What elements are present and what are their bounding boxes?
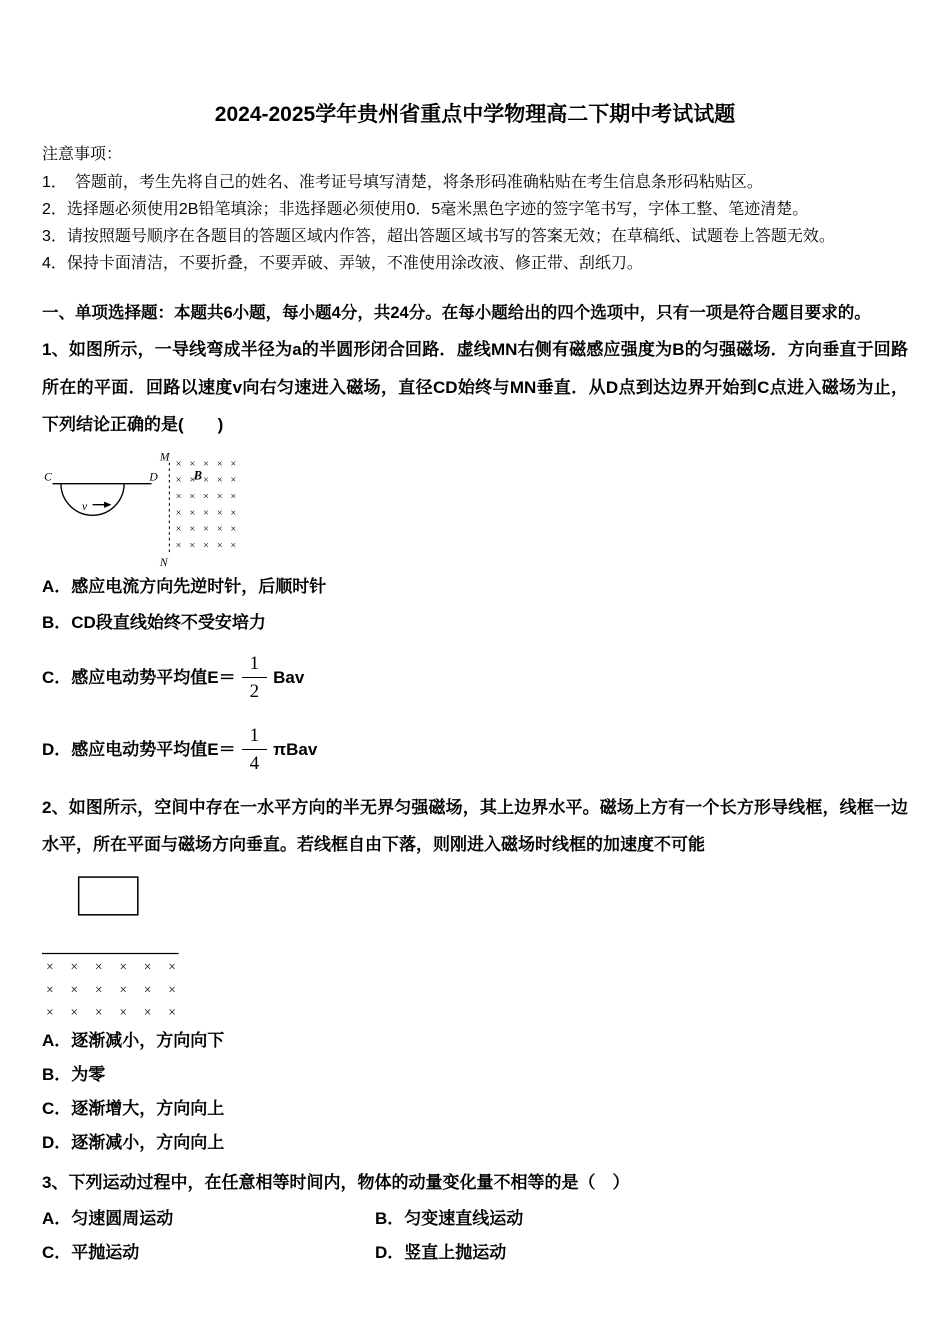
q2-option-b: B．为零 [42, 1065, 106, 1085]
svg-text:×: × [189, 474, 196, 486]
svg-text:×: × [175, 491, 182, 503]
question-2 [42, 789, 908, 1161]
svg-text:×: × [216, 539, 223, 551]
svg-text:×: × [189, 491, 196, 503]
svg-text:×: × [230, 458, 237, 470]
q1-option-a: A．感应电流方向先逆时针，后顺时针 [42, 577, 327, 597]
q1-option-b: B．CD段直线始终不受安培力 [42, 613, 266, 633]
question-3 [42, 1164, 908, 1269]
label-B: B [193, 468, 202, 483]
section-one-header: 一、单项选择题：本题共6小题，每小题4分，共24分。在每小题给出的四个选项中，只有一项是符合题目要求的。 [42, 304, 871, 323]
question-3-options [42, 1202, 908, 1270]
notice-section [42, 141, 908, 277]
q2-field-grid [46, 958, 176, 1019]
svg-text:×: × [168, 981, 176, 997]
svg-text:×: × [119, 958, 127, 974]
label-N: N [159, 555, 168, 568]
svg-text:×: × [203, 539, 209, 551]
svg-text:×: × [230, 539, 237, 551]
question-1 [42, 331, 908, 784]
fraction-one-quarter [242, 724, 268, 777]
svg-text:×: × [175, 458, 182, 470]
svg-text:×: × [216, 523, 223, 535]
svg-text:×: × [175, 539, 182, 551]
label-v: v [82, 499, 88, 513]
svg-text:×: × [216, 507, 223, 519]
question-3-stem: 3、下列运动过程中，在任意相等时间内，物体的动量变化量不相等的是（ ） [42, 1173, 630, 1193]
svg-text:×: × [175, 507, 182, 519]
question-2-stem: 2、如图所示，空间中存在一水平方向的半无界匀强磁场，其上边界水平。磁场上方有一个长方形导线框，线框一边水平，所在平面与磁场方向垂直。若线框自由下落，则刚进入磁场时线框的加速度不可能 [42, 797, 908, 855]
svg-text:×: × [46, 981, 54, 997]
svg-text:×: × [119, 1004, 127, 1020]
notice-item: 2．选择题必须使用2B铅笔填涂；非选择题必须使用0．5毫米黑色字迹的签字笔书写，字体工整、笔迹清楚。 [42, 200, 809, 218]
svg-text:×: × [216, 491, 223, 503]
q2-option-d: D．逐渐减小，方向向上 [42, 1133, 225, 1153]
svg-text:×: × [189, 523, 196, 535]
svg-text:×: × [189, 458, 196, 470]
q3-option-b: B．匀变速直线运动 [375, 1208, 524, 1228]
svg-text:×: × [216, 458, 223, 470]
svg-text:×: × [203, 491, 209, 503]
notice-header: 注意事项： [42, 146, 123, 164]
svg-text:×: × [168, 1004, 176, 1020]
svg-text:×: × [46, 1004, 54, 1020]
wire-frame-rect [79, 877, 138, 915]
svg-text:×: × [216, 474, 223, 486]
label-C: C [44, 470, 52, 484]
q3-option-c: C．平抛运动 [42, 1242, 140, 1262]
notice-item: 4．保持卡面清洁，不要折叠，不要弄破、弄皱，不准使用涂改液、修正带、刮纸刀。 [42, 255, 643, 273]
svg-text:×: × [189, 539, 196, 551]
svg-text:×: × [175, 523, 182, 535]
svg-text:×: × [203, 474, 209, 486]
question-1-stem: 1、如图所示，一导线弯成半径为a的半圆形闭合回路．虚线MN右侧有磁感应强度为B的匀强磁场．方向垂直于回路所在的平面．回路以速度v向右匀速进入磁场，直径CD始终与MN垂直．从D点到达边界开始到C点进入磁场为止，下列结论正确的是( ) [42, 340, 908, 435]
semicircle-arc [61, 483, 124, 515]
q2-option-a: A．逐渐减小，方向向下 [42, 1031, 225, 1051]
fraction-numerator: 1 [242, 724, 268, 751]
q1-field-grid [176, 458, 237, 551]
svg-text:×: × [203, 523, 209, 535]
velocity-arrow-head [104, 501, 111, 507]
q2-option-c: C．逐渐增大，方向向上 [42, 1099, 225, 1119]
svg-text:×: × [175, 474, 182, 486]
svg-text:×: × [94, 958, 103, 974]
svg-text:×: × [230, 523, 237, 535]
svg-text:×: × [203, 458, 209, 470]
q1-option-d-suffix: πBav [273, 739, 318, 759]
svg-text:×: × [94, 981, 103, 997]
q2-figure [42, 872, 256, 1023]
svg-text:×: × [70, 1004, 79, 1020]
svg-text:×: × [119, 981, 127, 997]
svg-text:×: × [230, 507, 237, 519]
fraction-denominator: 2 [249, 681, 260, 703]
q1-option-d [42, 715, 908, 785]
svg-text:×: × [46, 958, 54, 974]
fraction-denominator: 4 [249, 753, 260, 775]
svg-text:×: × [168, 958, 176, 974]
svg-text:×: × [143, 981, 152, 997]
q1-option-d-prefix: D．感应电动势平均值E＝ [42, 739, 236, 759]
svg-text:×: × [189, 507, 196, 519]
fraction-numerator: 1 [242, 652, 268, 679]
q1-option-c-suffix: Bav [273, 667, 305, 687]
svg-text:×: × [203, 507, 209, 519]
svg-text:×: × [70, 958, 79, 974]
svg-text:×: × [143, 958, 152, 974]
notice-item: 1． 答题前，考生先将自己的姓名、准考证号填写清楚，将条形码准确粘贴在考生信息条形码粘贴区。 [42, 173, 763, 191]
label-D: D [149, 470, 158, 484]
label-M: M [159, 450, 170, 464]
fraction-one-half [242, 652, 268, 705]
svg-text:×: × [230, 474, 237, 486]
notice-item: 3．请按照题号顺序在各题目的答题区域内作答，超出答题区域书写的答案无效；在草稿纸、试题卷上答题无效。 [42, 227, 835, 245]
q1-figure [42, 450, 242, 568]
svg-text:×: × [94, 1004, 103, 1020]
q3-option-a: A．匀速圆周运动 [42, 1208, 174, 1228]
svg-text:×: × [143, 1004, 152, 1020]
page-title: 2024-2025学年贵州省重点中学物理高二下期中考试试题 [214, 103, 736, 126]
q3-option-d: D．竖直上抛运动 [375, 1242, 507, 1262]
svg-text:×: × [230, 491, 237, 503]
q1-option-c [42, 643, 908, 713]
q1-option-c-prefix: C．感应电动势平均值E＝ [42, 667, 236, 687]
svg-text:×: × [70, 981, 79, 997]
